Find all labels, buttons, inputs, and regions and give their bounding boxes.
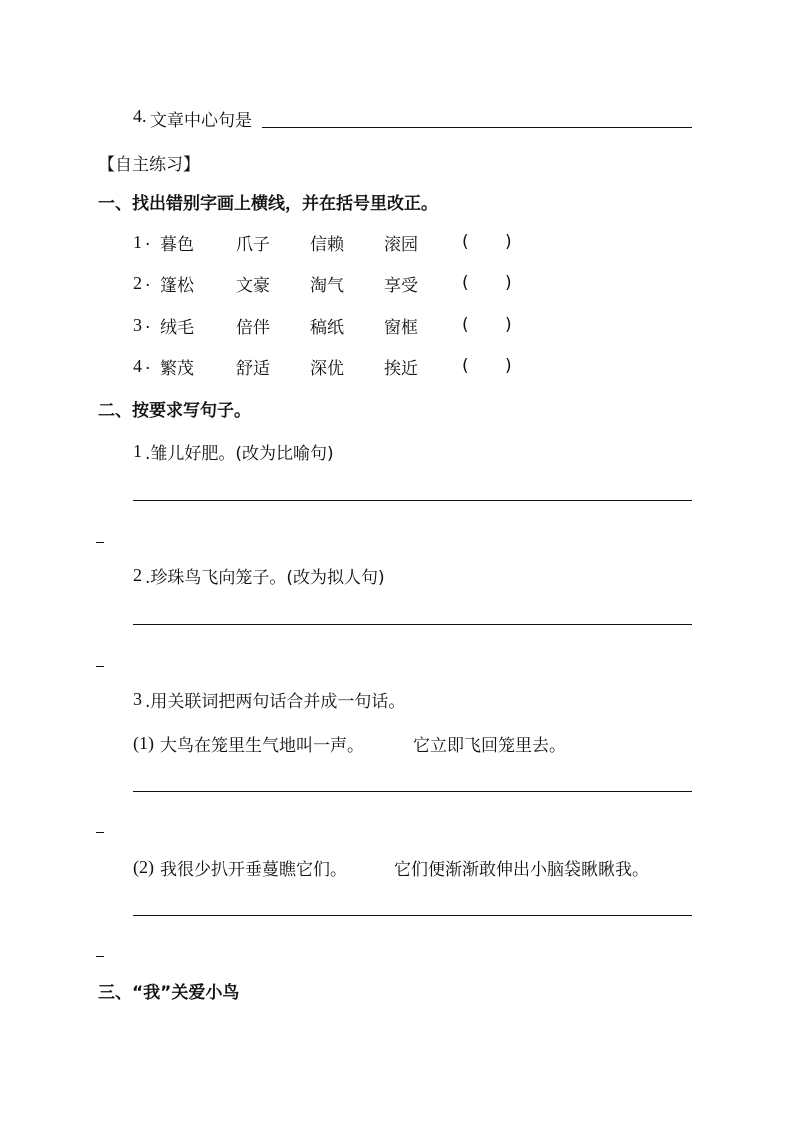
row-dot: . [145, 354, 151, 374]
answer-blank[interactable] [472, 313, 502, 335]
word[interactable]: 稿纸 [310, 318, 344, 338]
word[interactable]: 暮色 [160, 235, 194, 255]
question-text: .雏儿好肥。(改为比喻句) [145, 444, 334, 464]
answer-line[interactable] [133, 915, 692, 916]
answer-line-tail [96, 666, 104, 667]
word[interactable]: 篷松 [160, 276, 194, 296]
row-dot: . [145, 230, 151, 250]
word[interactable]: 挨近 [384, 359, 418, 379]
close-paren: ) [505, 315, 512, 335]
question-text: 文章中心句是 [150, 111, 252, 131]
word[interactable]: 爪子 [236, 235, 270, 255]
question-number: 3 [133, 689, 142, 709]
answer-line-tail [96, 542, 104, 543]
word[interactable]: 信赖 [310, 235, 344, 255]
answer-line-tail [96, 832, 104, 833]
answer-line[interactable] [262, 127, 692, 128]
question-number: 4. [133, 106, 147, 126]
sentence-a: 大鸟在笼里生气地叫一声。 [160, 736, 364, 756]
sub-question-number: (1) [133, 733, 154, 753]
word[interactable]: 滚园 [384, 235, 418, 255]
question-number: 2 [133, 565, 142, 585]
question-number: 1 [133, 441, 142, 461]
word[interactable]: 深优 [310, 359, 344, 379]
word[interactable]: 享受 [384, 276, 418, 296]
row-number: 4 [133, 356, 142, 376]
answer-line[interactable] [133, 500, 692, 501]
sentence-a: 我很少扒开垂蔓瞧它们。 [160, 860, 347, 880]
answer-line[interactable] [133, 624, 692, 625]
sentence-b: 它立即飞回笼里去。 [413, 736, 566, 756]
answer-blank[interactable] [472, 354, 502, 376]
word[interactable]: 文豪 [236, 276, 270, 296]
section-3-title: 三、“我”关爱小鸟 [98, 983, 240, 1003]
open-paren: ( [462, 232, 469, 252]
open-paren: ( [462, 273, 469, 293]
answer-blank[interactable] [472, 230, 502, 252]
word[interactable]: 倍伴 [236, 318, 270, 338]
open-paren: ( [462, 356, 469, 376]
question-text: .珍珠鸟飞向笼子。(改为拟人句) [145, 568, 385, 588]
question-text: .用关联词把两句话合并成一句话。 [145, 692, 406, 712]
row-number: 1 [133, 232, 142, 252]
row-number: 2 [133, 273, 142, 293]
word[interactable]: 淘气 [310, 276, 344, 296]
close-paren: ) [505, 232, 512, 252]
close-paren: ) [505, 273, 512, 293]
practice-header: 【自主练习】 [98, 155, 200, 175]
answer-blank[interactable] [472, 271, 502, 293]
answer-line-tail [96, 956, 104, 957]
section-2-title: 二、按要求写句子。 [98, 401, 251, 421]
sub-question-number: (2) [133, 857, 154, 877]
answer-line[interactable] [133, 791, 692, 792]
row-number: 3 [133, 315, 142, 335]
word[interactable]: 窗框 [384, 318, 418, 338]
close-paren: ) [505, 356, 512, 376]
word[interactable]: 舒适 [236, 359, 270, 379]
word[interactable]: 绒毛 [160, 318, 194, 338]
sentence-b: 它们便渐渐敢伸出小脑袋瞅瞅我。 [394, 860, 649, 880]
row-dot: . [145, 271, 151, 291]
row-dot: . [145, 313, 151, 333]
open-paren: ( [462, 315, 469, 335]
word[interactable]: 繁茂 [160, 359, 194, 379]
section-1-title: 一、找出错别字画上横线，并在括号里改正。 [98, 194, 438, 214]
